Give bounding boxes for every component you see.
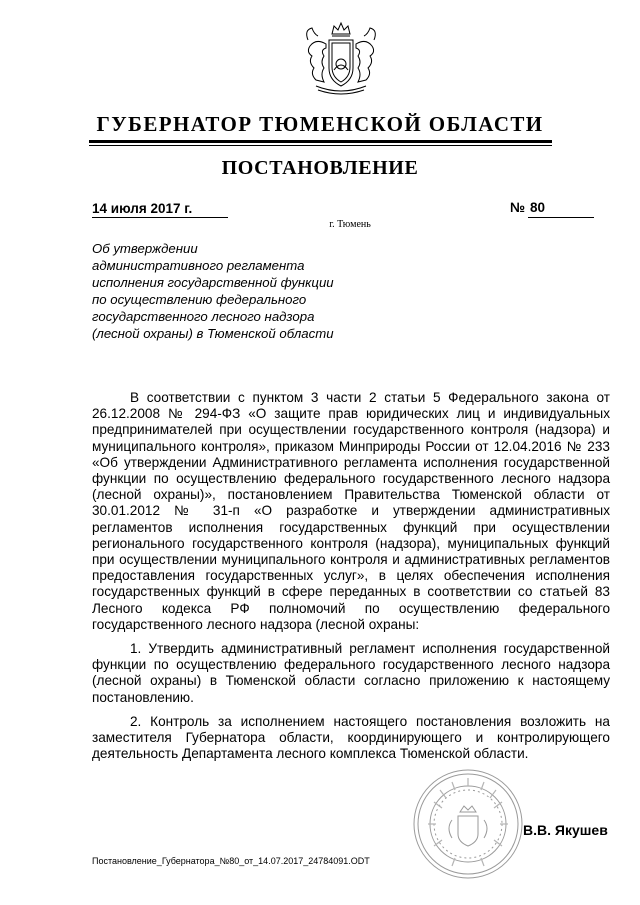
subject-line: по осуществлению федерального [92, 292, 307, 307]
document-number: 80 [530, 200, 546, 215]
number-label: № [510, 200, 526, 215]
org-title: ГУБЕРНАТОР ТЮМЕНСКОЙ ОБЛАСТИ [96, 112, 544, 136]
footer-filename: Постановление_Губернатора_№80_от_14.07.2017_24784091.ODT [92, 856, 370, 866]
document-date: 14 июля 2017 г. [92, 201, 193, 216]
subject-line: государственного лесного надзора [92, 309, 315, 324]
subject-line: административного регламента [92, 258, 305, 273]
header-rule-thin [89, 145, 552, 146]
subject-line: (лесной охраны) в Тюменской области [92, 326, 334, 341]
document-body [92, 390, 610, 770]
document-subject [92, 240, 372, 342]
header-rule-thick [89, 140, 552, 143]
item-1-paragraph: 1. Утвердить административный регламент исполнения государственной функции по осуществлению федерального государственного лесного надзора (лесной охраны) в Тюменской области согласно приложению к настоящему постановлению. [92, 641, 610, 705]
date-field [92, 200, 228, 218]
document-type-title: ПОСТАНОВЛЕНИЕ [221, 157, 419, 179]
subject-line: Об утверждении [92, 241, 198, 256]
subject-line: исполнения государственной функции [92, 275, 334, 290]
city-label: г. Тюмень [329, 219, 371, 230]
coat-of-arms-icon [296, 20, 386, 98]
official-seal-icon [412, 768, 524, 880]
signatory-name: В.В. Якушев [523, 822, 608, 838]
item-2-paragraph: 2. Контроль за исполнением настоящего постановления возложить на заместителя Губернатора области, координирующего и контролирующего деятельность Департамента лесного комплекса Тюменской области. [92, 713, 610, 762]
number-field [528, 200, 594, 218]
preamble-paragraph: В соответствии с пунктом 3 части 2 статьи 5 Федерального закона от 26.12.2008 № 294-ФЗ «О защите прав юридических лиц и индивидуальных предпринимателей при осуществлении государственного контроля (надзора) и муниципального контроля», приказом Минприроды России от 12.04.2016 № 233 «Об утверждении Административного регламента исполнения государственной функции по осуществлению федерального государственного лесного надзора (лесной охраны)», постановлением Правительства Тюменской области от 30.01.2012 № 31-п «О разработке и утверждении административных регламентов исполнения государственных функций при осуществлении регионального государственного контроля (надзора), муниципальных функций при осуществлении муниципального контроля и административных регламентов предоставления государственных услуг», в целях обеспечения исполнения государственных функций в сфере переданных в соответствии со статьей 83 Лесного кодекса РФ полномочий по осуществлению федерального государственного лесного надзора (лесной охраны: [92, 390, 610, 632]
